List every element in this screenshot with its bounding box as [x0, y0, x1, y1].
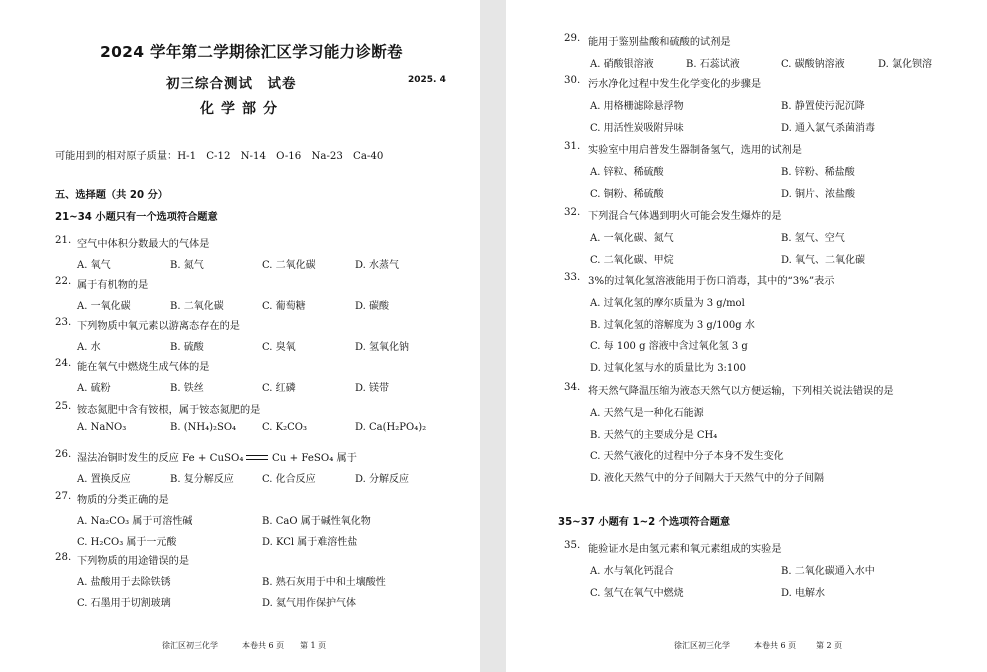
option: B. 静置使污泥沉降: [781, 101, 865, 112]
question-number: 32.: [564, 207, 581, 218]
option: A. 氧气: [77, 260, 111, 271]
option: C. 氢气在氧气中燃烧: [590, 588, 684, 599]
option: B. 天然气的主要成分是 CH₄: [590, 429, 718, 441]
option: B. 复分解反应: [170, 474, 234, 485]
option: D. Ca(H₂PO₄)₂: [355, 422, 427, 433]
option: D. 过氧化氢与水的质量比为 3:100: [590, 362, 747, 374]
option: B. CaO 属于碱性氧化物: [262, 516, 371, 527]
option: D. 铜片、浓盐酸: [781, 189, 856, 200]
atomic-masses: 可能用到的相对原子质量：H-1 C-12 N-14 O-16 Na-23 Ca-40: [55, 151, 384, 162]
option: C. K₂CO₃: [262, 422, 307, 433]
option: B. 氮气: [170, 260, 204, 271]
question-stem: 湿法冶铜时发生的反应 Fe + CuSO₄: [77, 453, 244, 464]
option: B. 二氧化碳: [170, 301, 224, 312]
option: D. 碳酸: [355, 301, 390, 312]
section-note: 21~34 小题只有一个选项符合题意: [55, 212, 218, 223]
option: D. 镁带: [355, 383, 390, 394]
option: A. 天然气是一种化石能源: [590, 408, 704, 419]
option: C. 葡萄糖: [262, 301, 306, 312]
option: D. 电解水: [781, 588, 826, 599]
question-stem: 下列物质中氧元素以游离态存在的是: [77, 321, 240, 332]
option: D. 氯化钡溶: [878, 59, 933, 70]
question-stem: 物质的分类正确的是: [77, 495, 169, 506]
option: D. 分解反应: [355, 474, 410, 485]
option: A. 硝酸银溶液: [590, 59, 654, 70]
option: C. 天然气液化的过程中分子本身不发生变化: [590, 451, 784, 462]
exam-page-1: [0, 0, 480, 672]
exam-date: 2025. 4: [408, 75, 446, 85]
question-number: 23.: [55, 317, 72, 328]
option: A. 水与氧化钙混合: [590, 566, 674, 577]
option: A. NaNO₃: [77, 422, 127, 433]
option: C. 每 100 g 溶液中含过氧化氢 3 g: [590, 341, 748, 352]
option: C. 臭氧: [262, 342, 296, 353]
option: A. 一氧化碳、氮气: [590, 233, 674, 244]
question-number: 29.: [564, 33, 581, 44]
exam-title: 2024 学年第二学期徐汇区学习能力诊断卷: [100, 43, 403, 61]
footer-school: 徐汇区初三化学: [162, 641, 218, 650]
option: C. 石墨用于切割玻璃: [77, 598, 171, 609]
option: C. 红磷: [262, 383, 296, 394]
option: B. 过氧化氢的溶解度为 3 g/100g 水: [590, 319, 755, 331]
question-number: 30.: [564, 75, 581, 86]
question-number: 31.: [564, 141, 581, 152]
question-number: 35.: [564, 540, 581, 551]
question-stem: 污水净化过程中发生化学变化的步骤是: [588, 79, 762, 90]
option: C. 用活性炭吸附异味: [590, 123, 684, 134]
question-number: 22.: [55, 276, 72, 287]
option: D. KCl 属于难溶性盐: [262, 537, 358, 548]
exam-subtitle: 初三综合测试 试卷: [166, 76, 297, 92]
option: B. 石蕊试液: [686, 59, 740, 70]
option: A. 锌粒、稀硫酸: [590, 167, 664, 178]
option: B. 锌粉、稀盐酸: [781, 167, 855, 178]
option: D. 氦气用作保护气体: [262, 598, 357, 609]
option: A. 硫粉: [77, 383, 111, 394]
option: A. 用格栅滤除悬浮物: [590, 101, 684, 112]
question-stem: 下列混合气体遇到明火可能会发生爆炸的是: [588, 211, 782, 222]
option: A. 一氧化碳: [77, 301, 131, 312]
question-stem-end: Cu + FeSO₄ 属于: [272, 453, 357, 464]
question-stem: 能用于鉴别盐酸和硫酸的试剂是: [588, 37, 731, 48]
question-number: 33.: [564, 272, 581, 283]
question-stem: 属于有机物的是: [77, 280, 149, 291]
subject-title: 化学部分: [200, 101, 284, 117]
option: B. 熟石灰用于中和土壤酸性: [262, 577, 386, 588]
question-stem: 铵态氮肥中含有铵根，属于铵态氮肥的是: [77, 405, 261, 416]
option: A. 过氧化氢的摩尔质量为 3 g/mol: [590, 298, 745, 309]
option: C. 二氧化碳: [262, 260, 316, 271]
question-number: 24.: [55, 358, 72, 369]
question-number: 27.: [55, 491, 72, 502]
reaction-arrow: [246, 455, 268, 460]
option: C. 铜粉、稀硫酸: [590, 189, 664, 200]
option: C. H₂CO₃ 属于一元酸: [77, 537, 177, 548]
option: D. 水蒸气: [355, 260, 400, 271]
question-number: 34.: [564, 382, 581, 393]
section-title: 五、选择题（共 20 分）: [55, 190, 168, 201]
question-number: 21.: [55, 235, 72, 246]
option: B. 铁丝: [170, 383, 204, 394]
question-stem: 能在氧气中燃烧生成气体的是: [77, 362, 210, 373]
option: A. 盐酸用于去除铁锈: [77, 577, 171, 588]
footer-page: 第 1 页: [300, 641, 327, 650]
question-stem: 3%的过氧化氢溶液能用于伤口消毒，其中的“3%”表示: [588, 276, 835, 287]
question-number: 26.: [55, 449, 72, 460]
question-number: 28.: [55, 552, 72, 563]
option: D. 氢氧化钠: [355, 342, 410, 353]
footer-total: 本卷共 6 页: [242, 641, 285, 650]
option: A. 水: [77, 342, 101, 353]
option: C. 二氧化碳、甲烷: [590, 255, 674, 266]
footer-school: 徐汇区初三化学: [674, 641, 730, 650]
option: D. 氧气、二氧化碳: [781, 255, 866, 266]
option: C. 碳酸钠溶液: [781, 59, 845, 70]
exam-page-2: [506, 0, 987, 672]
question-stem: 实验室中用启普发生器制备氢气，选用的试剂是: [588, 145, 802, 156]
option: D. 液化天然气中的分子间隔大于天然气中的分子间隔: [590, 472, 825, 484]
question-stem: 能验证水是由氢元素和氧元素组成的实验是: [588, 544, 782, 555]
option: B. 硫酸: [170, 342, 204, 353]
option: A. Na₂CO₃ 属于可溶性碱: [77, 516, 193, 527]
option: B. 氢气、空气: [781, 233, 845, 244]
option: A. 置换反应: [77, 474, 131, 485]
question-stem: 将天然气降温压缩为液态天然气以方便运输，下列相关说法错误的是: [588, 386, 894, 397]
question-stem: 下列物质的用途错误的是: [77, 556, 190, 567]
option: B. (NH₄)₂SO₄: [170, 422, 237, 433]
option: B. 二氧化碳通入水中: [781, 566, 875, 577]
option: D. 通入氯气杀菌消毒: [781, 123, 876, 134]
option: C. 化合反应: [262, 474, 316, 485]
footer-total: 本卷共 6 页: [754, 641, 797, 650]
question-stem: 空气中体积分数最大的气体是: [77, 239, 210, 250]
section-note-2: 35~37 小题有 1~2 个选项符合题意: [558, 517, 731, 528]
footer-page: 第 2 页: [816, 641, 843, 650]
question-number: 25.: [55, 401, 72, 412]
